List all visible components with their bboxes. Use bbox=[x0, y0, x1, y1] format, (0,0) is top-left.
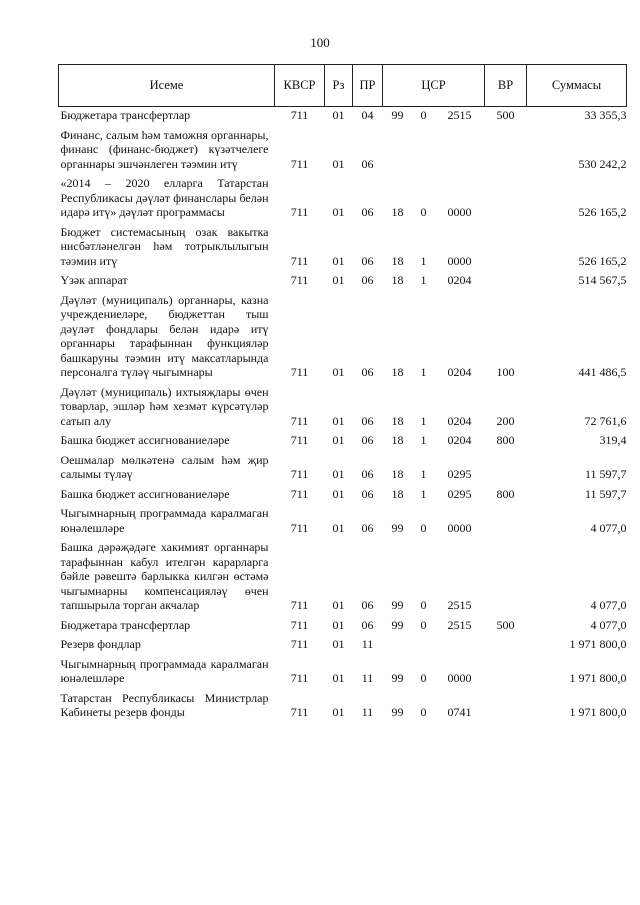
table-row bbox=[59, 107, 627, 123]
row-name: Бюджетара трансфертлар bbox=[60, 617, 191, 632]
row-kvsr: 711 bbox=[290, 156, 309, 171]
row-rz: 01 bbox=[332, 486, 345, 501]
header-pr: ПР bbox=[353, 65, 383, 107]
table-row bbox=[59, 288, 627, 380]
row-vr bbox=[485, 268, 527, 288]
row-pr: 04 bbox=[361, 108, 374, 122]
row-pr: 06 bbox=[361, 253, 374, 268]
row-name: Бюджет системасының озак вакытка нисбәтләнелгән һәм тотрыклылыгын тәэмин итү bbox=[60, 224, 269, 268]
table-row bbox=[59, 268, 627, 288]
row-pr: 06 bbox=[361, 520, 374, 535]
row-kvsr: 711 bbox=[290, 598, 309, 612]
row-vr: 800 bbox=[496, 433, 515, 447]
row-sum: 33 355,3 bbox=[584, 108, 627, 122]
row-pr: 06 bbox=[361, 598, 374, 612]
row-csr-direction: 0295 bbox=[447, 486, 472, 501]
row-csr-program: 99 bbox=[391, 108, 404, 122]
row-name: Чыгымнарның программада каралмаган юнәлешләре bbox=[60, 656, 269, 685]
row-csr-direction bbox=[435, 632, 485, 652]
row-csr-direction: 0000 bbox=[447, 520, 472, 535]
row-csr-program: 18 bbox=[391, 365, 404, 379]
row-name: Оешмалар мөлкәтенә салым һәм җир салымы түләү bbox=[60, 452, 269, 481]
row-rz: 01 bbox=[332, 467, 345, 481]
row-csr-subprogram bbox=[413, 123, 435, 172]
table-row bbox=[59, 380, 627, 429]
row-csr-direction: 2515 bbox=[447, 108, 472, 122]
table-row bbox=[59, 123, 627, 172]
table-row bbox=[59, 428, 627, 448]
row-name: «2014 – 2020 елларга Татарстан Республикасы дәүләт финанслары белән идарә итү» дәүләт программасы bbox=[60, 176, 269, 219]
row-csr-program: 99 bbox=[391, 705, 404, 719]
row-sum: 319,4 bbox=[599, 433, 627, 447]
row-rz: 01 bbox=[332, 598, 345, 612]
row-csr-program: 18 bbox=[391, 273, 404, 287]
header-csr: ЦСР bbox=[383, 65, 485, 107]
table-row bbox=[59, 613, 627, 633]
row-vr: 500 bbox=[496, 108, 515, 122]
row-kvsr: 711 bbox=[290, 205, 309, 219]
row-kvsr: 711 bbox=[290, 108, 309, 122]
row-csr-program: 18 bbox=[391, 467, 404, 481]
row-csr-program: 99 bbox=[391, 598, 404, 612]
page-number: 100 bbox=[310, 35, 330, 50]
row-kvsr: 711 bbox=[290, 705, 309, 719]
row-sum: 4 077,0 bbox=[590, 598, 627, 612]
table-row bbox=[59, 535, 627, 613]
row-csr-program bbox=[383, 123, 413, 172]
row-csr-subprogram: 0 bbox=[420, 671, 427, 685]
row-pr: 06 bbox=[361, 617, 374, 632]
row-csr-direction bbox=[435, 123, 485, 172]
row-rz: 01 bbox=[332, 156, 345, 171]
row-pr: 06 bbox=[361, 365, 374, 379]
row-sum: 1 971 800,0 bbox=[569, 637, 627, 651]
row-csr-subprogram: 1 bbox=[420, 413, 427, 428]
table-row bbox=[59, 686, 627, 720]
row-vr bbox=[485, 686, 527, 720]
row-csr-direction: 0295 bbox=[447, 467, 472, 481]
row-csr-subprogram: 0 bbox=[420, 598, 427, 612]
row-sum: 1 971 800,0 bbox=[569, 705, 627, 719]
row-csr-program: 99 bbox=[391, 520, 404, 535]
table-row bbox=[59, 501, 627, 535]
row-vr: 800 bbox=[496, 486, 515, 501]
row-csr-direction: 2515 bbox=[447, 598, 472, 612]
row-name: Чыгымнарның программада каралмаган юнәлешләре bbox=[60, 506, 269, 535]
row-rz: 01 bbox=[332, 413, 345, 428]
row-vr bbox=[485, 535, 527, 613]
row-kvsr: 711 bbox=[290, 520, 309, 535]
row-csr-subprogram: 0 bbox=[420, 205, 427, 219]
row-sum: 526 165,2 bbox=[578, 253, 627, 268]
row-vr bbox=[485, 123, 527, 172]
row-vr bbox=[485, 501, 527, 535]
row-name: Дәүләт (муниципаль) ихтыяҗлары өчен товарлар, эшләр һәм хезмәт күрсәтүләр сатып алу bbox=[60, 384, 269, 428]
table-row bbox=[59, 482, 627, 502]
row-csr-direction: 0000 bbox=[447, 671, 472, 685]
row-pr: 06 bbox=[361, 433, 374, 447]
row-rz: 01 bbox=[332, 365, 345, 379]
row-csr-subprogram: 1 bbox=[420, 273, 427, 287]
row-csr-program: 18 bbox=[391, 486, 404, 501]
row-rz: 01 bbox=[332, 253, 345, 268]
row-csr-direction: 0741 bbox=[447, 705, 472, 719]
row-sum: 530 242,2 bbox=[578, 156, 627, 171]
header-sum: Суммасы bbox=[527, 65, 627, 107]
row-kvsr: 711 bbox=[290, 486, 309, 501]
row-name: Финанс, салым һәм таможня органнары, финанс (финанс-бюджет) күзәтчелеге органнары эшчәнлеген тәэмин итү bbox=[60, 127, 269, 171]
row-sum: 514 567,5 bbox=[578, 273, 627, 287]
row-csr-direction: 0204 bbox=[447, 413, 472, 428]
row-vr: 500 bbox=[496, 617, 515, 632]
row-csr-direction: 2515 bbox=[447, 617, 472, 632]
row-rz: 01 bbox=[332, 520, 345, 535]
row-pr: 11 bbox=[361, 671, 374, 685]
row-csr-program: 99 bbox=[391, 617, 404, 632]
row-pr: 06 bbox=[361, 467, 374, 481]
row-pr: 11 bbox=[361, 705, 374, 719]
row-rz: 01 bbox=[332, 705, 345, 719]
header-vr: ВР bbox=[485, 65, 527, 107]
header-kvsr: КВСР bbox=[275, 65, 325, 107]
row-vr: 200 bbox=[496, 413, 515, 428]
row-rz: 01 bbox=[332, 637, 345, 651]
row-kvsr: 711 bbox=[290, 433, 309, 447]
row-pr: 06 bbox=[361, 156, 374, 171]
row-pr: 06 bbox=[361, 486, 374, 501]
table-row bbox=[59, 220, 627, 269]
row-vr: 100 bbox=[496, 365, 515, 379]
row-csr-subprogram: 0 bbox=[420, 705, 427, 719]
table-row bbox=[59, 632, 627, 652]
row-csr-program: 18 bbox=[391, 433, 404, 447]
row-kvsr: 711 bbox=[290, 467, 309, 481]
budget-table bbox=[58, 64, 627, 720]
row-rz: 01 bbox=[332, 617, 345, 632]
row-sum: 4 077,0 bbox=[590, 617, 627, 632]
row-pr: 06 bbox=[361, 205, 374, 219]
row-csr-direction: 0000 bbox=[447, 253, 472, 268]
row-rz: 01 bbox=[332, 671, 345, 685]
row-csr-direction: 0000 bbox=[447, 205, 472, 219]
row-kvsr: 711 bbox=[290, 671, 309, 685]
row-sum: 72 761,6 bbox=[584, 413, 627, 428]
table-row bbox=[59, 171, 627, 220]
row-rz: 01 bbox=[332, 205, 345, 219]
row-kvsr: 711 bbox=[290, 637, 309, 651]
row-csr-direction: 0204 bbox=[447, 433, 472, 447]
row-name: Дәүләт (муниципаль) органнары, казна учреждениеләре, бюджеттан тыш дәүләт фондлары белән идарә итү органнары тарафыннан функцияләр башкаруны тәэмин итү максатларында персоналга түләү чыгымнары bbox=[60, 292, 269, 379]
row-pr: 06 bbox=[361, 413, 374, 428]
row-name: Башка бюджет ассигнованиеләре bbox=[60, 433, 230, 447]
row-kvsr: 711 bbox=[290, 365, 309, 379]
row-kvsr: 711 bbox=[290, 617, 309, 632]
row-csr-program: 99 bbox=[391, 671, 404, 685]
table-row bbox=[59, 652, 627, 686]
row-kvsr: 711 bbox=[290, 273, 309, 287]
row-csr-subprogram: 1 bbox=[420, 433, 427, 447]
header-rz: Рз bbox=[325, 65, 353, 107]
row-pr: 06 bbox=[361, 273, 374, 287]
row-name: Башка бюджет ассигнованиеләре bbox=[60, 486, 230, 501]
table-body bbox=[59, 107, 627, 720]
row-kvsr: 711 bbox=[290, 253, 309, 268]
row-csr-subprogram bbox=[413, 632, 435, 652]
row-sum: 441 486,5 bbox=[578, 365, 627, 379]
row-vr bbox=[485, 652, 527, 686]
row-vr bbox=[485, 220, 527, 269]
row-sum: 11 597,7 bbox=[584, 467, 627, 481]
row-sum: 526 165,2 bbox=[578, 205, 627, 219]
row-sum: 1 971 800,0 bbox=[569, 671, 627, 685]
row-csr-subprogram: 1 bbox=[420, 486, 427, 501]
row-sum: 11 597,7 bbox=[584, 486, 627, 501]
table-header bbox=[59, 65, 627, 107]
row-vr bbox=[485, 171, 527, 220]
row-vr bbox=[485, 632, 527, 652]
row-vr bbox=[485, 448, 527, 482]
row-name: Үзәк аппарат bbox=[60, 273, 128, 287]
row-csr-program: 18 bbox=[391, 253, 404, 268]
row-csr-subprogram: 0 bbox=[420, 520, 427, 535]
row-csr-subprogram: 0 bbox=[420, 108, 427, 122]
row-sum: 4 077,0 bbox=[590, 520, 627, 535]
row-pr: 11 bbox=[361, 637, 374, 651]
row-kvsr: 711 bbox=[290, 413, 309, 428]
row-csr-subprogram: 1 bbox=[420, 253, 427, 268]
row-rz: 01 bbox=[332, 273, 345, 287]
row-name: Бюджетара трансфертлар bbox=[60, 108, 191, 122]
row-csr-program: 18 bbox=[391, 205, 404, 219]
row-csr-subprogram: 1 bbox=[420, 467, 427, 481]
row-csr-subprogram: 0 bbox=[420, 617, 427, 632]
row-csr-program bbox=[383, 632, 413, 652]
row-csr-program: 18 bbox=[391, 413, 404, 428]
header-name: Исеме bbox=[59, 65, 275, 107]
row-rz: 01 bbox=[332, 108, 345, 122]
row-rz: 01 bbox=[332, 433, 345, 447]
row-csr-subprogram: 1 bbox=[420, 365, 427, 379]
row-csr-direction: 0204 bbox=[447, 273, 472, 287]
row-name: Резерв фондлар bbox=[60, 637, 141, 651]
row-csr-direction: 0204 bbox=[447, 365, 472, 379]
row-name: Татарстан Республикасы Министрлар Кабинеты резерв фонды bbox=[60, 690, 269, 719]
row-name: Башка дәрәҗәдәге хакимият органнары тарафыннан кабул ителгән карарларга бәйле рәвештә барлыкка килгән өстәмә чыгымнарны компенсацияләү өчен тапшырыла торган акчалар bbox=[60, 540, 269, 612]
table-row bbox=[59, 448, 627, 482]
